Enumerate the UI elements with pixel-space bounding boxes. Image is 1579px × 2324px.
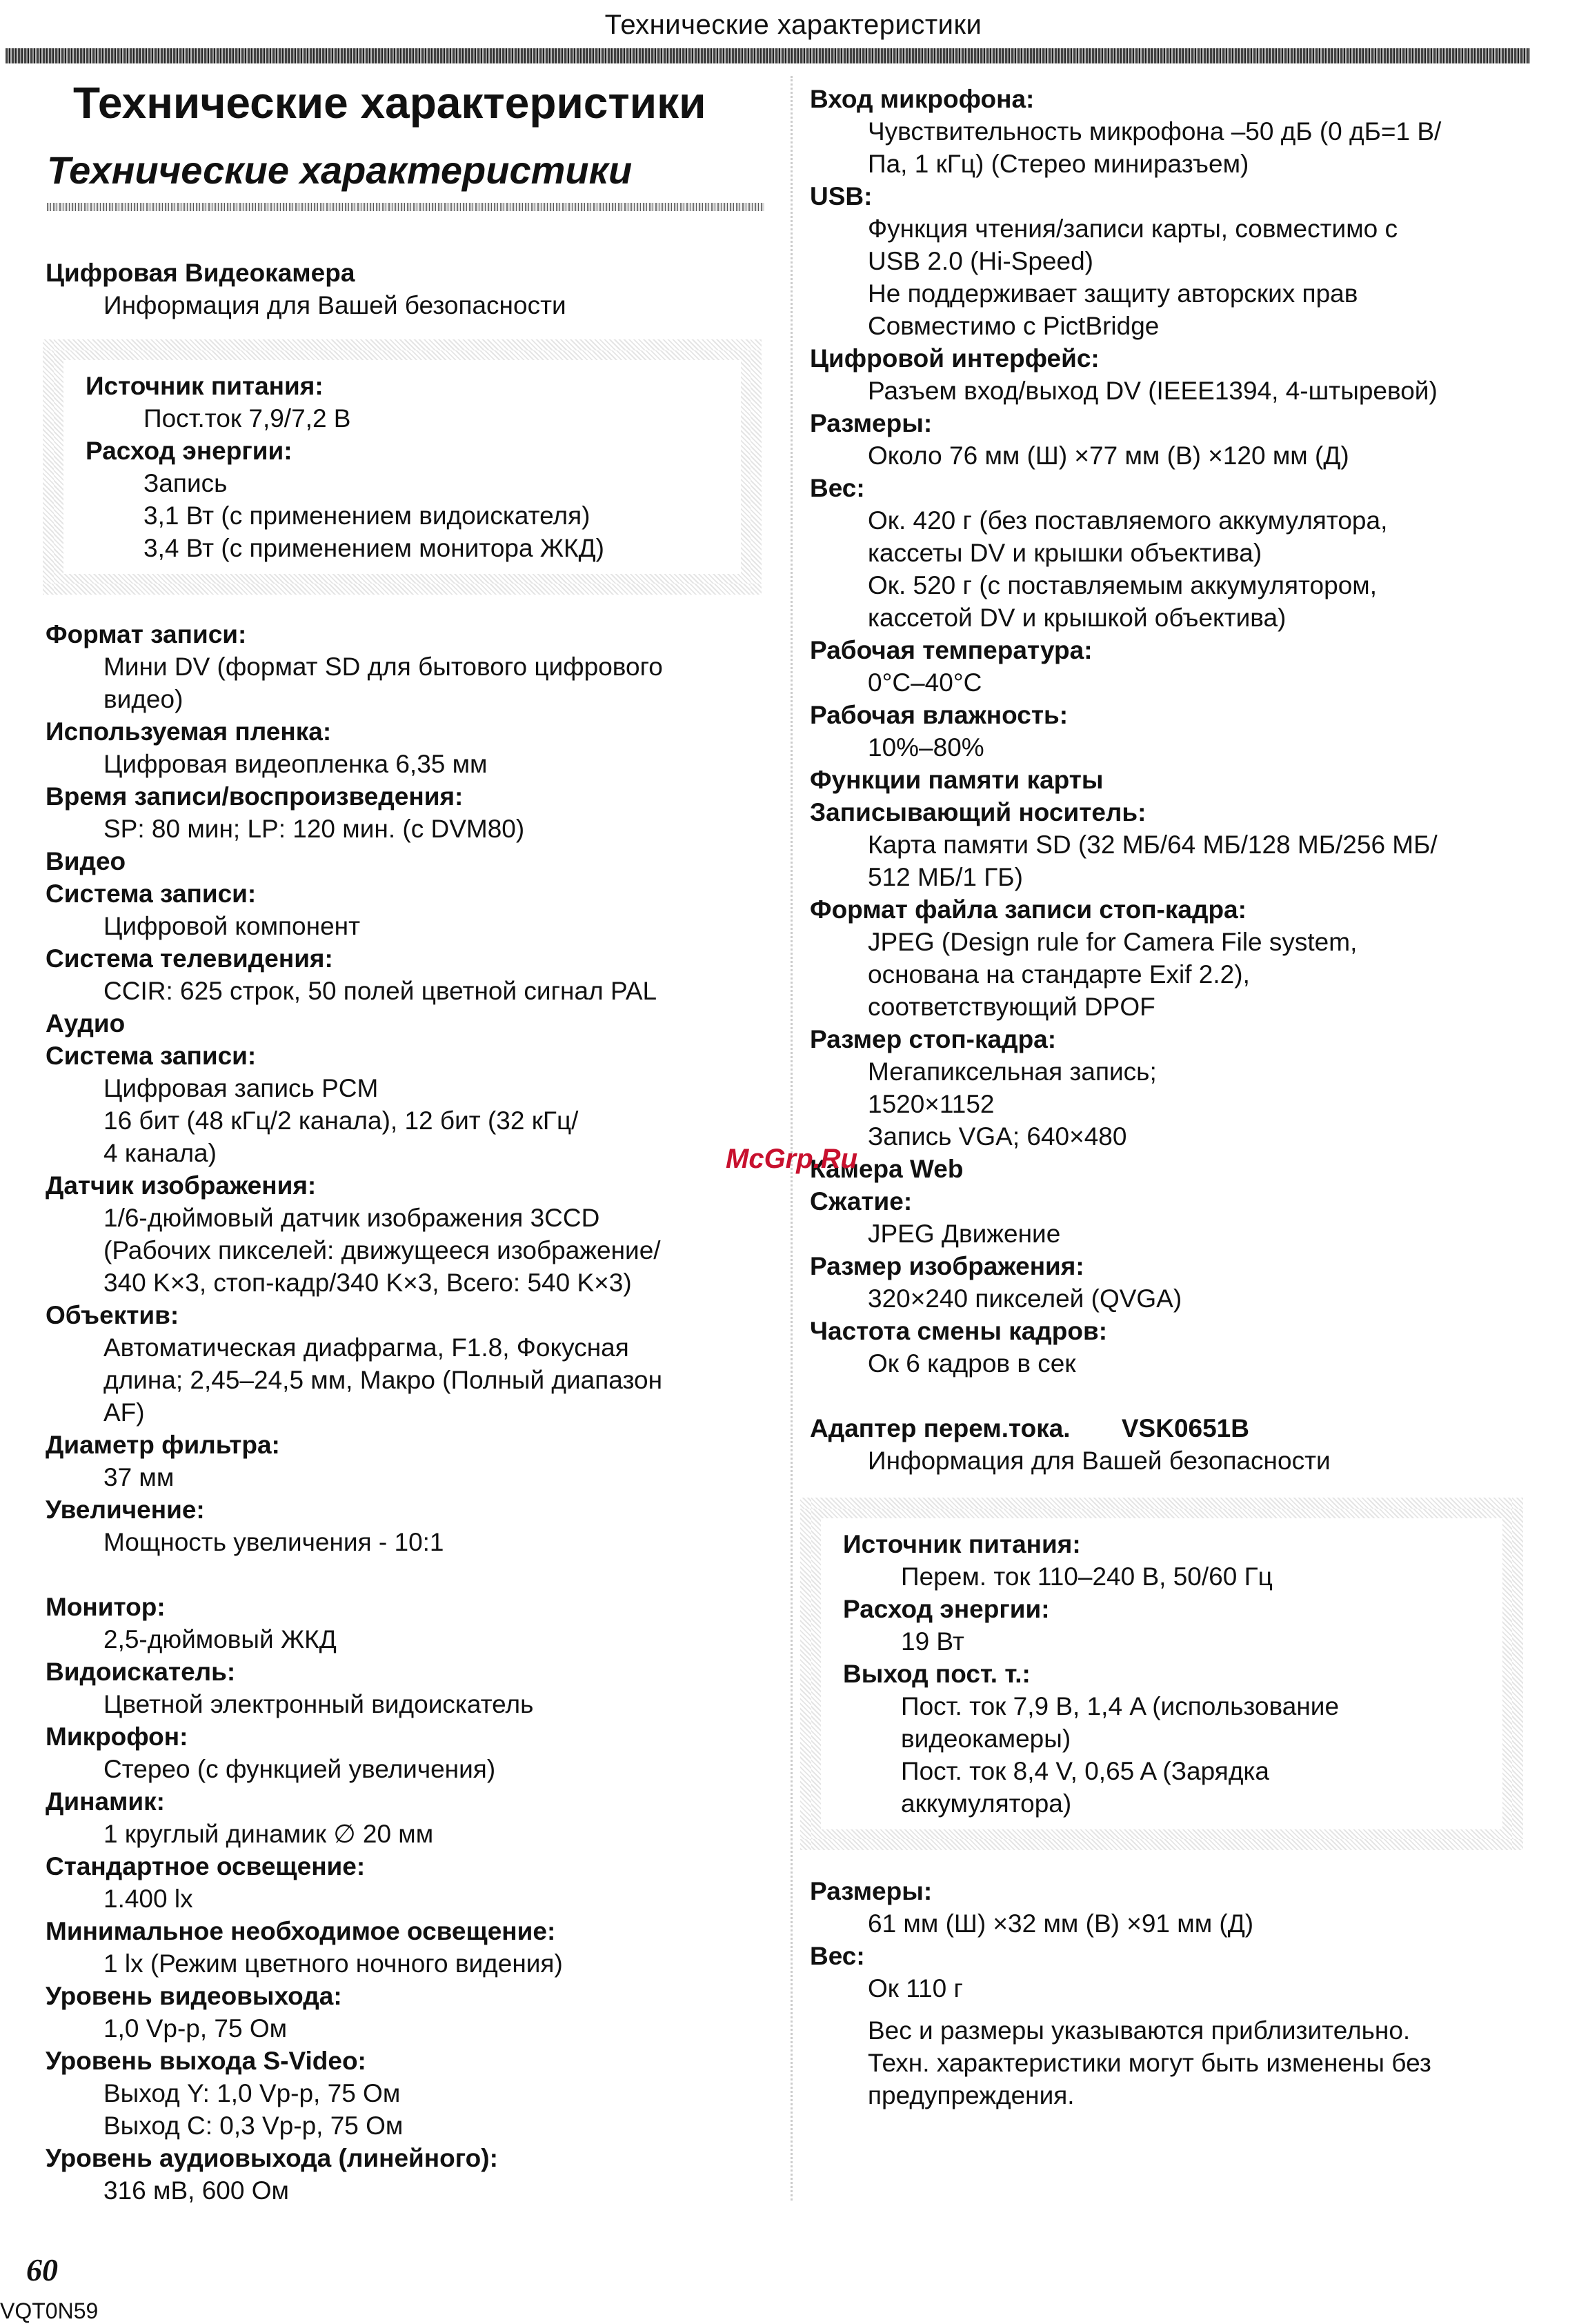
spec-value: Мощность увеличения - 10:1 <box>103 1528 444 1556</box>
power-consumption-line: Запись <box>143 469 228 497</box>
spec-value: JPEG (Design rule for Camera File system, <box>868 928 1358 956</box>
spec-value: Цветной электронный видоискатель <box>103 1690 534 1718</box>
disclaimer-note <box>810 2014 1555 2112</box>
left-column <box>46 257 777 2207</box>
spec-label: Рабочая влажность: <box>810 701 1069 729</box>
spec-value: Автоматическая диафрагма, F1.8, Фокусная <box>103 1333 629 1362</box>
spec-value: 1520×1152 <box>868 1090 995 1118</box>
adapter-model: VSK0651B <box>1121 1414 1249 1442</box>
spec-label: Динамик: <box>46 1787 165 1816</box>
spec-value: кассетой DV и крышкой объектива) <box>868 604 1287 632</box>
spec-label: Система записи: <box>46 1042 257 1070</box>
spec-value: Стерео (с функцией увеличения) <box>103 1755 496 1783</box>
header-rule <box>6 48 1530 63</box>
adapter-heading: Адаптер перем.тока. <box>810 1414 1071 1442</box>
spec-label: Видео <box>46 847 126 875</box>
page-subtitle: Технические характеристики <box>47 148 633 192</box>
spec-label: Сжатие: <box>810 1187 913 1215</box>
spec-value: кассеты DV и крышки объектива) <box>868 539 1262 567</box>
spec-label: Вход микрофона: <box>810 85 1035 113</box>
spec-value: 1 круглый динамик ∅ 20 мм <box>103 1820 434 1848</box>
adapter-power-box <box>800 1498 1523 1850</box>
spec-value: соответствующий DPOF <box>868 993 1155 1021</box>
spec-value: 1/6-дюймовый датчик изображения 3CCD <box>103 1204 600 1232</box>
watermark-text: McGrp.Ru <box>726 1144 858 1174</box>
running-header-title: Технические характеристики <box>604 10 982 40</box>
page-title: Технические характеристики <box>73 78 706 128</box>
spec-label: Минимальное необходимое освещение: <box>46 1917 556 1945</box>
spec-value: CCIR: 625 строк, 50 полей цветной сигнал PAL <box>103 977 657 1005</box>
adapter-output-line: видеокамеры) <box>901 1725 1071 1753</box>
adapter-source-label: Источник питания: <box>843 1530 1081 1558</box>
spec-label: Размер изображения: <box>810 1252 1084 1280</box>
spec-value: 316 мВ, 600 Ом <box>103 2176 289 2205</box>
spec-label: Микрофон: <box>46 1722 188 1751</box>
spec-value: Разъем вход/выход DV (IEEE1394, 4-штыревой) <box>868 377 1438 405</box>
spec-value: Функция чтения/записи карты, совместимо с <box>868 215 1398 243</box>
spec-value: 340 K×3, стоп-кадр/340 K×3, Всего: 540 K×3) <box>103 1269 632 1297</box>
power-consumption-line: 3,4 Вт (с применением монитора ЖКД) <box>143 534 604 562</box>
spec-label: Время записи/воспроизведения: <box>46 782 464 811</box>
adapter-output-line: Пост. ток 7,9 В, 1,4 A (использование <box>901 1692 1340 1720</box>
spec-value: 16 бит (48 кГц/2 канала), 12 бит (32 кГц/ <box>103 1106 579 1135</box>
spacer <box>46 1558 777 1591</box>
spec-value: Мини DV (формат SD для бытового цифрового <box>103 653 663 681</box>
spec-value: (Рабочих пикселей: движущееся изображение/ <box>103 1236 661 1264</box>
spec-label: Формат файла записи стоп-кадра: <box>810 895 1247 924</box>
spec-value: Запись VGA; 640×480 <box>868 1122 1127 1151</box>
spec-value: 0°C–40°C <box>868 668 982 697</box>
spec-value: SP: 80 мин; LP: 120 мин. (с DVM80) <box>103 815 525 843</box>
power-consumption-line: 3,1 Вт (с применением видоискателя) <box>143 501 590 530</box>
spec-label: Функции памяти карты <box>810 766 1104 794</box>
spec-value: 1,0 Vp-p, 75 Ом <box>103 2014 288 2043</box>
spec-label: Стандартное освещение: <box>46 1852 366 1880</box>
spec-value: 320×240 пикселей (QVGA) <box>868 1284 1182 1313</box>
spec-label: Объектив: <box>46 1301 179 1329</box>
spec-label: Уровень видеовыхода: <box>46 1982 342 2010</box>
power-source-label: Источник питания: <box>86 372 324 400</box>
disclaimer-line: предупреждения. <box>868 2081 1075 2109</box>
spec-value: Около 76 мм (Ш) ×77 мм (В) ×120 мм (Д) <box>868 441 1349 470</box>
adapter-consumption-label: Расход энергии: <box>843 1595 1050 1623</box>
spec-label: Камера Web <box>810 1155 964 1183</box>
spec-value: основана на стандарте Exif 2.2), <box>868 960 1250 989</box>
spec-value: Мегапиксельная запись; <box>868 1057 1157 1086</box>
spec-value: Совместимо с PictBridge <box>868 312 1160 340</box>
subtitle-rule <box>47 203 764 211</box>
disclaimer-line: Вес и размеры указываются приблизительно. <box>868 2016 1411 2045</box>
spec-label: Записывающий носитель: <box>810 798 1146 826</box>
spec-value: Чувствительность микрофона –50 дБ (0 дБ=1 В/ <box>868 117 1442 146</box>
spec-value: 1 lx (Режим цветного ночного видения) <box>103 1949 563 1978</box>
spec-list <box>810 1875 1555 2005</box>
spec-label: Уровень выхода S-Video: <box>46 2047 366 2075</box>
spec-list <box>46 618 777 1558</box>
adapter-heading-row <box>810 1412 1555 1444</box>
disclaimer-line: Техн. характеристики могут быть изменены без <box>868 2049 1431 2077</box>
spec-value: 37 мм <box>103 1463 175 1491</box>
spec-label: Система телевидения: <box>46 944 333 973</box>
document-code: VQT0N59 <box>0 2298 99 2323</box>
spec-value: Ок 6 кадров в сек <box>868 1349 1076 1378</box>
spec-label: USB: <box>810 182 873 210</box>
spec-label: Увеличение: <box>46 1496 205 1524</box>
spec-value: Цифровая запись PCM <box>103 1074 379 1102</box>
spec-label: Используемая пленка: <box>46 717 332 746</box>
adapter-source-value: Перем. ток 110–240 В, 50/60 Гц <box>901 1562 1273 1591</box>
power-source-value: Пост.ток 7,9/7,2 В <box>143 404 351 433</box>
spec-value: Па, 1 кГц) (Стерео миниразъем) <box>868 150 1249 178</box>
spec-value: USB 2.0 (Hi-Speed) <box>868 247 1093 275</box>
column-divider <box>791 76 793 2201</box>
power-consumption-label: Расход энергии: <box>86 437 292 465</box>
spec-value: длина; 2,45–24,5 мм, Макро (Полный диапазон <box>103 1366 663 1394</box>
spec-label: Аудио <box>46 1009 126 1037</box>
spec-value: Цифровая видеопленка 6,35 мм <box>103 750 488 778</box>
spec-label: Датчик изображения: <box>46 1171 317 1200</box>
spec-value: JPEG Движение <box>868 1220 1061 1248</box>
spec-value: Цифровой компонент <box>103 912 361 940</box>
spec-value: 61 мм (Ш) ×32 мм (В) ×91 мм (Д) <box>868 1909 1254 1938</box>
spec-label: Размер стоп-кадра: <box>810 1025 1057 1053</box>
spec-list <box>810 83 1555 1380</box>
camera-power-box <box>43 339 762 595</box>
spec-label: Уровень аудиовыхода (линейного): <box>46 2144 498 2172</box>
adapter-safety-note: Информация для Вашей безопасности <box>868 1447 1331 1475</box>
spec-value: 1.400 lx <box>103 1885 193 1913</box>
spec-value: 10%–80% <box>868 733 984 762</box>
spec-label: Рабочая температура: <box>810 636 1093 664</box>
spec-list <box>46 1591 777 2207</box>
spec-label: Размеры: <box>810 409 933 437</box>
spec-value: видео) <box>103 685 183 713</box>
spec-value: Ок. 520 г (с поставляемым аккумулятором, <box>868 571 1377 599</box>
spec-value: 512 МБ/1 ГБ) <box>868 863 1023 891</box>
spec-value: AF) <box>103 1398 145 1427</box>
adapter-consumption-value: 19 Вт <box>901 1627 964 1656</box>
spec-value: Выход C: 0,3 Vp-p, 75 Ом <box>103 2112 404 2140</box>
spec-label: Система записи: <box>46 880 257 908</box>
spec-label: Формат записи: <box>46 620 247 648</box>
spec-label: Вес: <box>810 474 865 502</box>
camera-safety-note: Информация для Вашей безопасности <box>103 291 566 319</box>
camera-heading: Цифровая Видеокамера <box>46 259 355 287</box>
spec-label: Видоискатель: <box>46 1658 236 1686</box>
spec-value: Выход Y: 1,0 Vp-p, 75 Ом <box>103 2079 401 2107</box>
spec-value: 2,5-дюймовый ЖКД <box>103 1625 337 1653</box>
spec-label: Диаметр фильтра: <box>46 1431 280 1459</box>
spec-label: Цифровой интерфейс: <box>810 344 1100 373</box>
adapter-output-line: Пост. ток 8,4 V, 0,65 A (Зарядка <box>901 1757 1269 1785</box>
spec-label: Частота смены кадров: <box>810 1317 1108 1345</box>
spec-label: Размеры: <box>810 1877 933 1905</box>
spec-value: Карта памяти SD (32 МБ/64 МБ/128 МБ/256 МБ/ <box>868 831 1438 859</box>
adapter-output-line: аккумулятора) <box>901 1789 1072 1818</box>
spec-label: Вес: <box>810 1942 865 1970</box>
spec-value: Ок. 420 г (без поставляемого аккумулятора, <box>868 506 1388 535</box>
spec-value: Ок 110 г <box>868 1974 964 2003</box>
spacer <box>810 1380 1555 1412</box>
spec-value: 4 канала) <box>103 1139 217 1167</box>
spec-label: Монитор: <box>46 1593 166 1621</box>
right-column <box>810 83 1555 2112</box>
adapter-output-label: Выход пост. т.: <box>843 1660 1031 1688</box>
spec-value: Не поддерживает защиту авторских прав <box>868 279 1358 308</box>
page-number: 60 <box>26 2252 58 2287</box>
